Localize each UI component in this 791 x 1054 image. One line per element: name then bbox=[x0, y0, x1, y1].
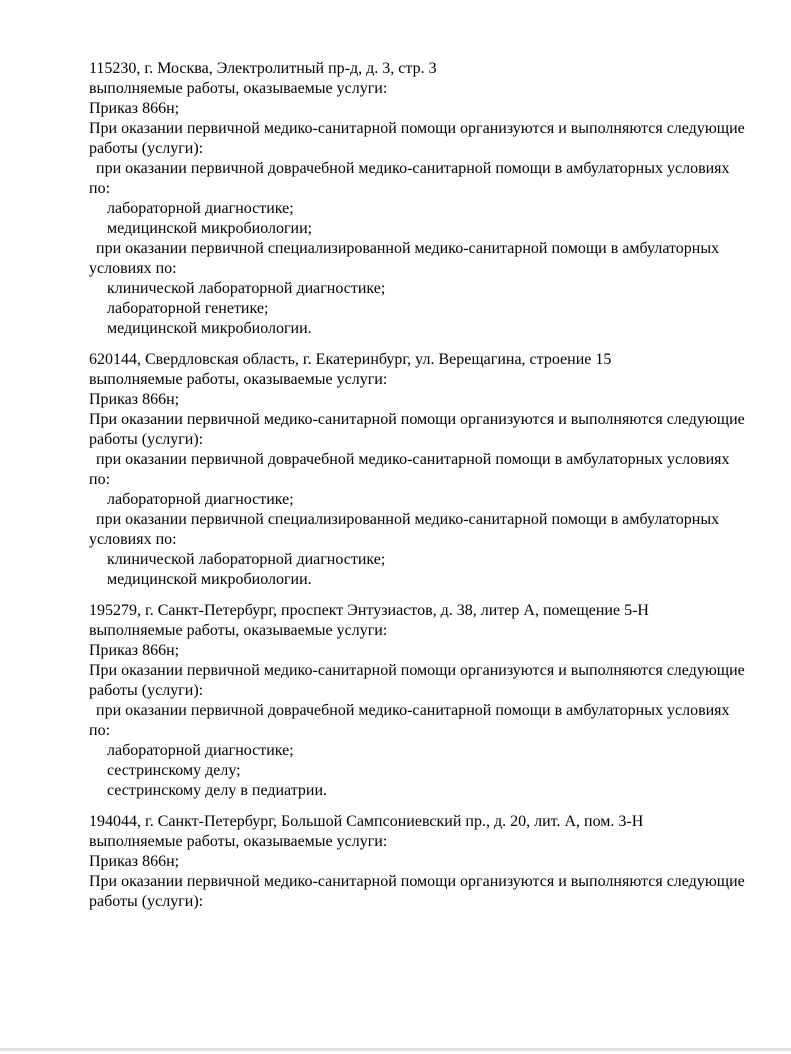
text-line: При оказании первичной медико-санитарной помощи организуются и выполняются следующие bbox=[89, 120, 745, 137]
address-line: 115230, г. Москва, Электролитный пр-д, д. 3, стр. 3 bbox=[89, 60, 437, 77]
text-line: сестринскому делу; bbox=[107, 762, 241, 779]
text-line: медицинской микробиологии. bbox=[107, 320, 312, 337]
text-line: Приказ 866н; bbox=[89, 391, 180, 408]
text-line: работы (услуги): bbox=[89, 140, 204, 157]
text-line: работы (услуги): bbox=[89, 682, 204, 699]
text-line: клинической лабораторной диагностике; bbox=[107, 280, 386, 297]
text-line: выполняемые работы, оказываемые услуги: bbox=[89, 622, 388, 639]
text-line: работы (услуги): bbox=[89, 431, 204, 448]
text-line: сестринскому делу в педиатрии. bbox=[107, 782, 328, 799]
text-line: при оказании первичной доврачебной медико-санитарной помощи в амбулаторных условиях bbox=[96, 451, 730, 468]
text-line: лабораторной генетике; bbox=[107, 300, 269, 317]
text-line: клинической лабораторной диагностике; bbox=[107, 551, 386, 568]
text-line: медицинской микробиологии; bbox=[107, 220, 313, 237]
text-line: лабораторной диагностике; bbox=[107, 200, 294, 217]
text-line: Приказ 866н; bbox=[89, 853, 180, 870]
text-line: лабораторной диагностике; bbox=[107, 742, 294, 759]
text-line: по: bbox=[89, 471, 111, 488]
text-line: Приказ 866н; bbox=[89, 642, 180, 659]
text-line: условиях по: bbox=[89, 260, 177, 277]
address-line: 620144, Свердловская область, г. Екатеринбург, ул. Верещагина, строение 15 bbox=[89, 351, 612, 368]
text-line: лабораторной диагностике; bbox=[107, 491, 294, 508]
license-entry bbox=[89, 350, 751, 590]
text-line: выполняемые работы, оказываемые услуги: bbox=[89, 833, 388, 850]
license-entry bbox=[89, 601, 751, 801]
text-line: условиях по: bbox=[89, 531, 177, 548]
text-line: Приказ 866н; bbox=[89, 100, 180, 117]
license-entry bbox=[89, 812, 751, 912]
address-line: 194044, г. Санкт-Петербург, Большой Сампсониевский пр., д. 20, лит. А, пом. 3-Н bbox=[89, 813, 644, 830]
text-line: по: bbox=[89, 722, 111, 739]
address-line: 195279, г. Санкт-Петербург, проспект Энтузиастов, д. 38, литер А, помещение 5-Н bbox=[89, 602, 649, 619]
text-line: работы (услуги): bbox=[89, 893, 204, 910]
license-entry bbox=[89, 59, 751, 339]
text-line: При оказании первичной медико-санитарной помощи организуются и выполняются следующие bbox=[89, 662, 745, 679]
text-line: При оказании первичной медико-санитарной помощи организуются и выполняются следующие bbox=[89, 411, 745, 428]
text-line: при оказании первичной доврачебной медико-санитарной помощи в амбулаторных условиях bbox=[96, 702, 730, 719]
text-line: медицинской микробиологии. bbox=[107, 571, 312, 588]
text-line: при оказании первичной доврачебной медико-санитарной помощи в амбулаторных условиях bbox=[96, 160, 730, 177]
text-line: выполняемые работы, оказываемые услуги: bbox=[89, 80, 388, 97]
bottom-divider bbox=[0, 1048, 791, 1051]
text-line: по: bbox=[89, 180, 111, 197]
text-line: При оказании первичной медико-санитарной помощи организуются и выполняются следующие bbox=[89, 873, 745, 890]
text-line: при оказании первичной специализированной медико-санитарной помощи в амбулаторных bbox=[96, 240, 720, 257]
license-document-body bbox=[89, 59, 751, 923]
text-line: при оказании первичной специализированной медико-санитарной помощи в амбулаторных bbox=[96, 511, 720, 528]
text-line: выполняемые работы, оказываемые услуги: bbox=[89, 371, 388, 388]
